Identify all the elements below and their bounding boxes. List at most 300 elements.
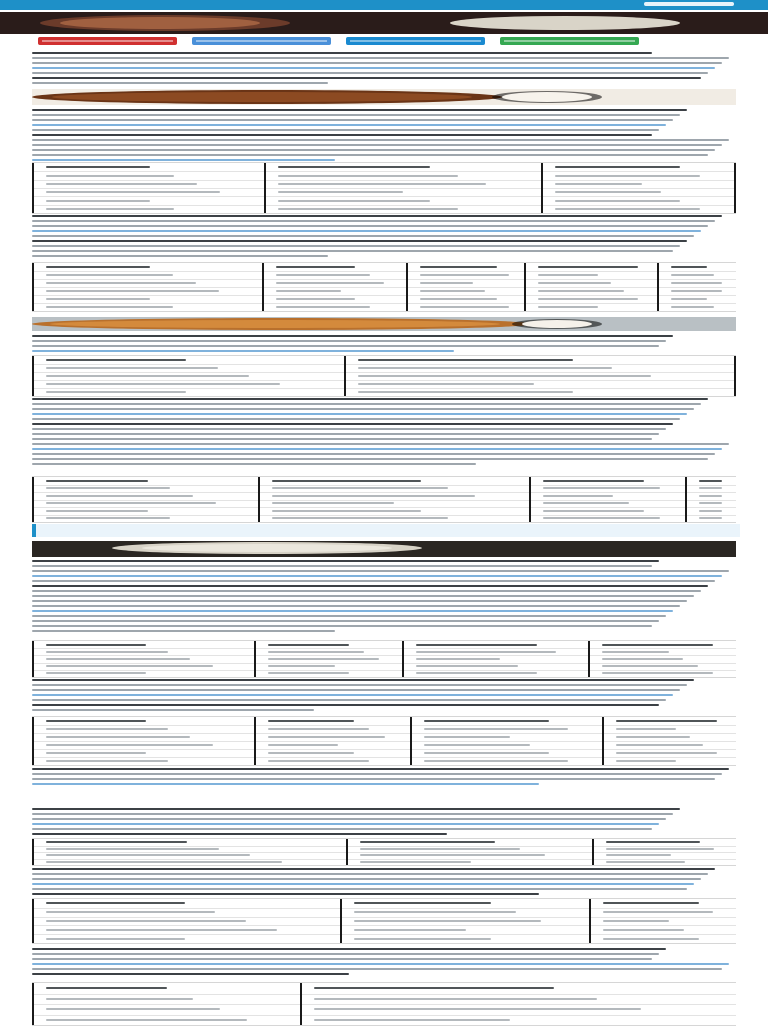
table-cell (46, 274, 173, 276)
table-row-divider (32, 380, 736, 381)
table-cell (538, 290, 624, 292)
table-cell (416, 665, 518, 667)
table-header-cell (358, 359, 573, 361)
related-link-box[interactable] (32, 524, 740, 537)
table-row-divider (32, 295, 736, 296)
text-line (32, 620, 659, 622)
table-header-cell (603, 902, 699, 904)
text-line (32, 973, 349, 975)
table-column-divider (32, 717, 34, 765)
table-row-divider (32, 648, 736, 649)
table-cell (416, 658, 500, 660)
table-cell (555, 200, 680, 202)
table-cell (671, 298, 707, 300)
paragraph (32, 768, 736, 788)
text-line (32, 868, 715, 870)
table-column-divider (734, 163, 736, 213)
table-cell (420, 282, 473, 284)
table-row-divider (32, 655, 736, 656)
text-line (32, 813, 673, 815)
text-line (32, 963, 729, 965)
text-line (32, 220, 715, 222)
text-line (32, 448, 722, 450)
text-line (32, 818, 666, 820)
table-row-divider (32, 188, 736, 189)
table-cell (46, 651, 168, 653)
table-row-divider (32, 846, 736, 847)
table-cell (602, 665, 698, 667)
text-line (32, 958, 652, 960)
top-bar-search[interactable] (644, 2, 734, 6)
table-cell (424, 744, 530, 746)
table-cell (46, 208, 174, 210)
table-cell (278, 191, 403, 193)
text-line (32, 423, 673, 425)
table-cell (360, 854, 545, 856)
table-row-divider (32, 908, 736, 909)
table-header-cell (46, 644, 146, 646)
table-cell (354, 929, 466, 931)
text-line (32, 773, 722, 775)
table-header-cell (46, 166, 150, 168)
text-line (32, 408, 694, 410)
table-header-cell (278, 166, 430, 168)
table-row-divider (32, 725, 736, 726)
text-line (32, 833, 447, 835)
table-column-divider (406, 263, 408, 311)
table-column-divider (344, 356, 346, 396)
table-header-cell (538, 266, 638, 268)
table-cell (268, 665, 335, 667)
text-line (32, 340, 666, 342)
text-line (32, 453, 715, 455)
table-column-divider (32, 163, 34, 213)
text-line (32, 823, 659, 825)
text-line (32, 704, 659, 706)
table-cell (272, 495, 475, 497)
table-cell (360, 861, 471, 863)
text-line (32, 139, 729, 141)
text-line (32, 245, 680, 247)
text-line (32, 240, 687, 242)
table-column-divider (254, 641, 256, 677)
table-column-divider (734, 356, 736, 396)
table-header-cell (46, 720, 146, 722)
table-cell (420, 290, 485, 292)
table-cell (46, 920, 246, 922)
table-cell (538, 298, 638, 300)
table-cell (358, 375, 651, 377)
text-line (32, 888, 687, 890)
text-line (32, 585, 708, 587)
table-header-cell (616, 720, 717, 722)
text-line (32, 893, 539, 895)
table-cell (555, 175, 700, 177)
table-cell (46, 487, 170, 489)
table-row-divider (32, 196, 736, 197)
paragraph (32, 868, 736, 898)
table-column-divider (602, 717, 604, 765)
table-column-divider (300, 983, 302, 1025)
paragraph (32, 808, 736, 838)
table-header-cell (424, 720, 549, 722)
text-line (32, 77, 701, 79)
paragraph (32, 335, 736, 355)
paragraph (32, 398, 736, 468)
table-cell (603, 929, 684, 931)
table-cell (46, 744, 213, 746)
table-cell (272, 510, 421, 512)
table-row-divider (32, 303, 736, 304)
text-line (32, 709, 314, 711)
text-line (32, 595, 694, 597)
text-line (32, 948, 666, 950)
table-column-divider (346, 839, 348, 865)
table-cell (420, 298, 497, 300)
table-cell (272, 502, 394, 504)
table-column-divider (32, 641, 34, 677)
table-cell (543, 510, 644, 512)
table-cell (616, 736, 690, 738)
table-cell (46, 938, 185, 940)
table-header-cell (354, 902, 491, 904)
text-line (32, 679, 694, 681)
nutrition-table (32, 640, 736, 678)
text-line (32, 144, 722, 146)
table-cell (616, 728, 676, 730)
text-line (32, 72, 708, 74)
text-line (32, 605, 680, 607)
table-header-cell (671, 266, 707, 268)
table-cell (671, 306, 714, 308)
table-row-divider (32, 515, 736, 516)
table-cell (616, 752, 717, 754)
table-row-divider (32, 279, 736, 280)
table-cell (416, 651, 556, 653)
table-row-divider (32, 271, 736, 272)
text-line (32, 883, 694, 885)
text-line (32, 600, 687, 602)
table-column-divider (592, 839, 594, 865)
table-row-divider (32, 1015, 736, 1016)
table-cell (46, 760, 168, 762)
table-row-divider (32, 364, 736, 365)
table-cell (46, 736, 190, 738)
text-line (32, 968, 722, 970)
table-cell (543, 487, 660, 489)
table-column-divider (264, 163, 266, 213)
table-cell (603, 911, 713, 913)
text-line (32, 119, 673, 121)
table-column-divider (524, 263, 526, 311)
table-cell (360, 848, 520, 850)
table-row-divider (32, 733, 736, 734)
table-column-divider (529, 477, 531, 522)
table-cell (538, 274, 598, 276)
text-line (32, 350, 454, 352)
section-banner-4 (32, 541, 736, 557)
text-line (32, 67, 715, 69)
text-line (32, 699, 666, 701)
text-line (32, 580, 715, 582)
paragraph (32, 109, 736, 164)
text-line (32, 694, 673, 696)
table-cell (538, 306, 598, 308)
table-cell (46, 200, 150, 202)
text-line (32, 610, 673, 612)
text-line (32, 335, 673, 337)
text-line (32, 230, 701, 232)
text-line (32, 873, 708, 875)
table-header-cell (606, 841, 700, 843)
table-row-divider (32, 859, 736, 860)
text-line (32, 808, 680, 810)
table-header-cell (46, 841, 187, 843)
table-cell (699, 495, 722, 497)
table-header-cell (420, 266, 497, 268)
table-header-cell (276, 266, 355, 268)
table-cell (671, 274, 714, 276)
table-row-divider (32, 670, 736, 671)
text-line (32, 463, 476, 465)
table-row-divider (32, 749, 736, 750)
section-banner-2 (32, 89, 736, 105)
table-cell (602, 672, 713, 674)
table-header-cell (268, 644, 349, 646)
table-cell (543, 517, 660, 519)
text-line (32, 625, 652, 627)
table-column-divider (32, 356, 34, 396)
text-line (32, 433, 659, 435)
table-cell (420, 306, 509, 308)
table-cell (46, 191, 220, 193)
share-button-generic[interactable] (346, 37, 485, 45)
text-line (32, 154, 708, 156)
paragraph (32, 679, 736, 714)
nutrition-table (32, 476, 736, 523)
table-cell (268, 658, 379, 660)
text-line (32, 828, 652, 830)
text-line (32, 565, 652, 567)
text-line (32, 124, 666, 126)
hero-banner-1 (0, 12, 768, 34)
table-column-divider (32, 899, 34, 943)
table-cell (699, 510, 722, 512)
table-header-cell (46, 987, 167, 989)
text-line (32, 134, 652, 136)
text-line (32, 255, 328, 257)
text-line (32, 953, 659, 955)
table-column-divider (258, 477, 260, 522)
share-button-twitter[interactable] (192, 37, 331, 45)
table-cell (46, 728, 168, 730)
text-line (32, 413, 687, 415)
text-line (32, 215, 722, 217)
table-cell (46, 183, 197, 185)
table-cell (272, 517, 448, 519)
table-row-divider (32, 485, 736, 486)
text-line (32, 159, 335, 161)
table-cell (46, 510, 148, 512)
table-row-divider (32, 994, 736, 995)
nutrition-table (32, 262, 736, 312)
table-cell (278, 175, 458, 177)
table-cell (276, 274, 370, 276)
table-cell (276, 290, 341, 292)
text-line (32, 418, 680, 420)
table-cell (424, 752, 549, 754)
table-cell (555, 191, 661, 193)
table-cell (46, 752, 146, 754)
paragraph (32, 560, 736, 635)
table-cell (46, 517, 170, 519)
table-cell (46, 502, 216, 504)
text-line (32, 615, 666, 617)
table-header-cell (602, 644, 713, 646)
table-row-divider (32, 287, 736, 288)
table-cell (616, 744, 703, 746)
table-cell (603, 920, 669, 922)
table-cell (538, 282, 611, 284)
text-line (32, 129, 659, 131)
intro-paragraph (32, 52, 736, 87)
table-cell (424, 760, 568, 762)
table-header-cell (543, 480, 644, 482)
text-line (32, 114, 680, 116)
table-header-cell (555, 166, 680, 168)
table-cell (46, 367, 218, 369)
text-line (32, 109, 687, 111)
table-cell (46, 848, 219, 850)
table-row-divider (32, 180, 736, 181)
top-bar (0, 0, 768, 10)
text-line (32, 428, 666, 430)
text-line (32, 630, 335, 632)
section-banner-3 (32, 317, 736, 331)
text-line (32, 235, 694, 237)
table-cell (268, 760, 369, 762)
table-cell (46, 495, 193, 497)
text-line (32, 575, 722, 577)
table-cell (603, 938, 699, 940)
table-row-divider (32, 171, 736, 172)
text-line (32, 560, 659, 562)
nutrition-table (32, 355, 736, 397)
text-line (32, 149, 715, 151)
table-cell (268, 744, 338, 746)
text-line (32, 778, 715, 780)
table-column-divider (541, 163, 543, 213)
table-column-divider (685, 477, 687, 522)
table-cell (46, 929, 277, 931)
table-cell (46, 911, 215, 913)
text-line (32, 443, 729, 445)
table-row-divider (32, 757, 736, 758)
table-cell (268, 736, 385, 738)
table-cell (268, 651, 364, 653)
table-header-cell (360, 841, 495, 843)
table-cell (699, 487, 722, 489)
table-row-divider (32, 492, 736, 493)
table-header-cell (46, 480, 148, 482)
table-cell (602, 658, 683, 660)
table-cell (46, 658, 190, 660)
table-cell (314, 998, 597, 1000)
table-cell (606, 848, 714, 850)
table-row-divider (32, 507, 736, 508)
table-column-divider (32, 839, 34, 865)
share-button-facebook[interactable] (38, 37, 177, 45)
table-cell (46, 282, 196, 284)
table-cell (46, 375, 249, 377)
table-cell (46, 1008, 220, 1010)
table-cell (276, 282, 384, 284)
table-row-divider (32, 388, 736, 389)
table-row-divider (32, 663, 736, 664)
table-column-divider (340, 899, 342, 943)
table-cell (278, 183, 486, 185)
text-line (32, 438, 652, 440)
table-cell (699, 517, 722, 519)
table-cell (354, 911, 516, 913)
text-line (32, 403, 701, 405)
table-cell (278, 208, 458, 210)
text-line (32, 62, 722, 64)
table-column-divider (32, 263, 34, 311)
table-cell (555, 208, 700, 210)
text-line (32, 52, 652, 54)
table-column-divider (657, 263, 659, 311)
table-row-divider (32, 917, 736, 918)
table-cell (46, 306, 173, 308)
table-cell (424, 736, 510, 738)
table-row-divider (32, 925, 736, 926)
table-cell (671, 290, 722, 292)
text-line (32, 783, 539, 785)
table-column-divider (410, 717, 412, 765)
table-cell (276, 298, 355, 300)
table-cell (671, 282, 722, 284)
text-line (32, 878, 701, 880)
table-cell (276, 306, 370, 308)
text-line (32, 458, 708, 460)
nutrition-table (32, 162, 736, 214)
paragraph (32, 948, 736, 978)
table-cell (46, 175, 174, 177)
table-cell (46, 1019, 247, 1021)
table-cell (416, 672, 537, 674)
table-header-cell (268, 720, 354, 722)
table-row-divider (32, 1004, 736, 1005)
table-cell (46, 290, 219, 292)
text-line (32, 57, 729, 59)
text-line (32, 684, 687, 686)
table-cell (354, 938, 491, 940)
table-cell (278, 200, 430, 202)
table-cell (46, 861, 282, 863)
table-header-cell (46, 902, 185, 904)
table-cell (46, 665, 213, 667)
table-cell (354, 920, 541, 922)
table-header-cell (314, 987, 554, 989)
table-header-cell (46, 359, 186, 361)
text-line (32, 398, 708, 400)
table-cell (314, 1019, 510, 1021)
text-line (32, 82, 328, 84)
share-button-whatsapp[interactable] (500, 37, 639, 45)
text-line (32, 768, 729, 770)
table-cell (543, 502, 629, 504)
